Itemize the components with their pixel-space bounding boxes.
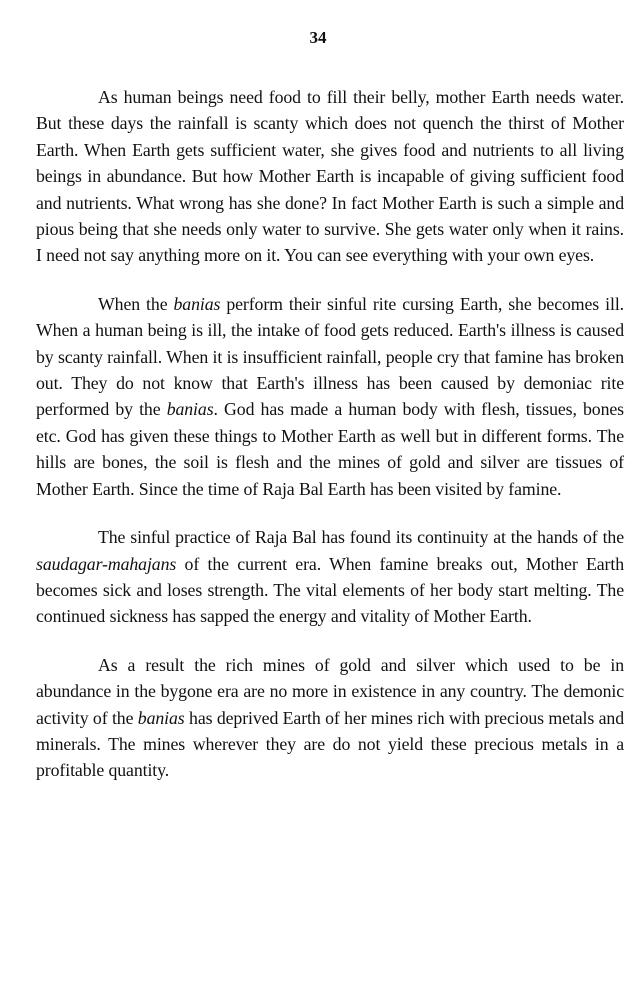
paragraph-2-italic-banias-1: banias [173,293,221,314]
paragraph-2-segment-1: When the [98,293,174,314]
paragraph-2-segment-3: perform their sinful rite cursing Earth, she becomes ill. When a human being is ill, the intake of food gets reduced. Earth's illness is caused by scanty rainfall. When it is insufficient rainfall, people cry that famine has broken out. They do not know that Earth's illness has been caused by demoniac rite performed by the [36,293,625,420]
body-text [36,84,624,806]
paragraph-4 [36,652,624,784]
paragraph-3 [36,524,624,630]
paragraph-3-italic-saudagar-mahajans: saudagar-mahajans [36,553,177,574]
paragraph-2-italic-banias-2: banias [166,399,214,420]
paragraph-4-italic-banias: banias [137,707,185,728]
page-number: 34 [309,28,327,47]
paragraph-4-segment-3: has deprived Earth of her mines rich with precious metals and minerals. The mines wherever they are do not yield these precious metals in a profitable quantity. [36,707,624,781]
paragraph-3-segment-3: of the current era. When famine breaks out, Mother Earth becomes sick and loses strength. The vital elements of her body start melting. The continued sickness has sapped the energy and vitality of Mother Earth. [36,553,624,627]
paragraph-3-segment-1: The sinful practice of Raja Bal has found its continuity at the hands of the [98,527,624,548]
paragraph-2 [36,291,624,502]
paragraph-1 [36,84,624,269]
paragraph-1-text: As human beings need food to fill their belly, mother Earth needs water. But these days the rainfall is scanty which does not quench the thirst of Mother Earth. When Earth gets sufficient water, she gives food and nutrients to all living beings in abundance. But how Mother Earth is incapable of giving sufficient food and nutrients. What wrong has she done? In fact Mother Earth is such a simple and pious being that she needs only water to survive. She gets water only when it rains. I need not say anything more on it. You can see everything with your own eyes. [36,87,624,266]
paragraph-2-segment-5: . God has made a human body with flesh, tissues, bones etc. God has given these things to Mother Earth as well but in different forms. The hills are bones, the soil is flesh and the mines of gold and silver are tissues of Mother Earth. Since the time of Raja Bal Earth has been visited by famine. [36,399,624,499]
paragraph-4-segment-1: As a result the rich mines of gold and silver which used to be in abundance in the bygone era are no more in existence in any country. The demonic activity of the [36,654,624,728]
